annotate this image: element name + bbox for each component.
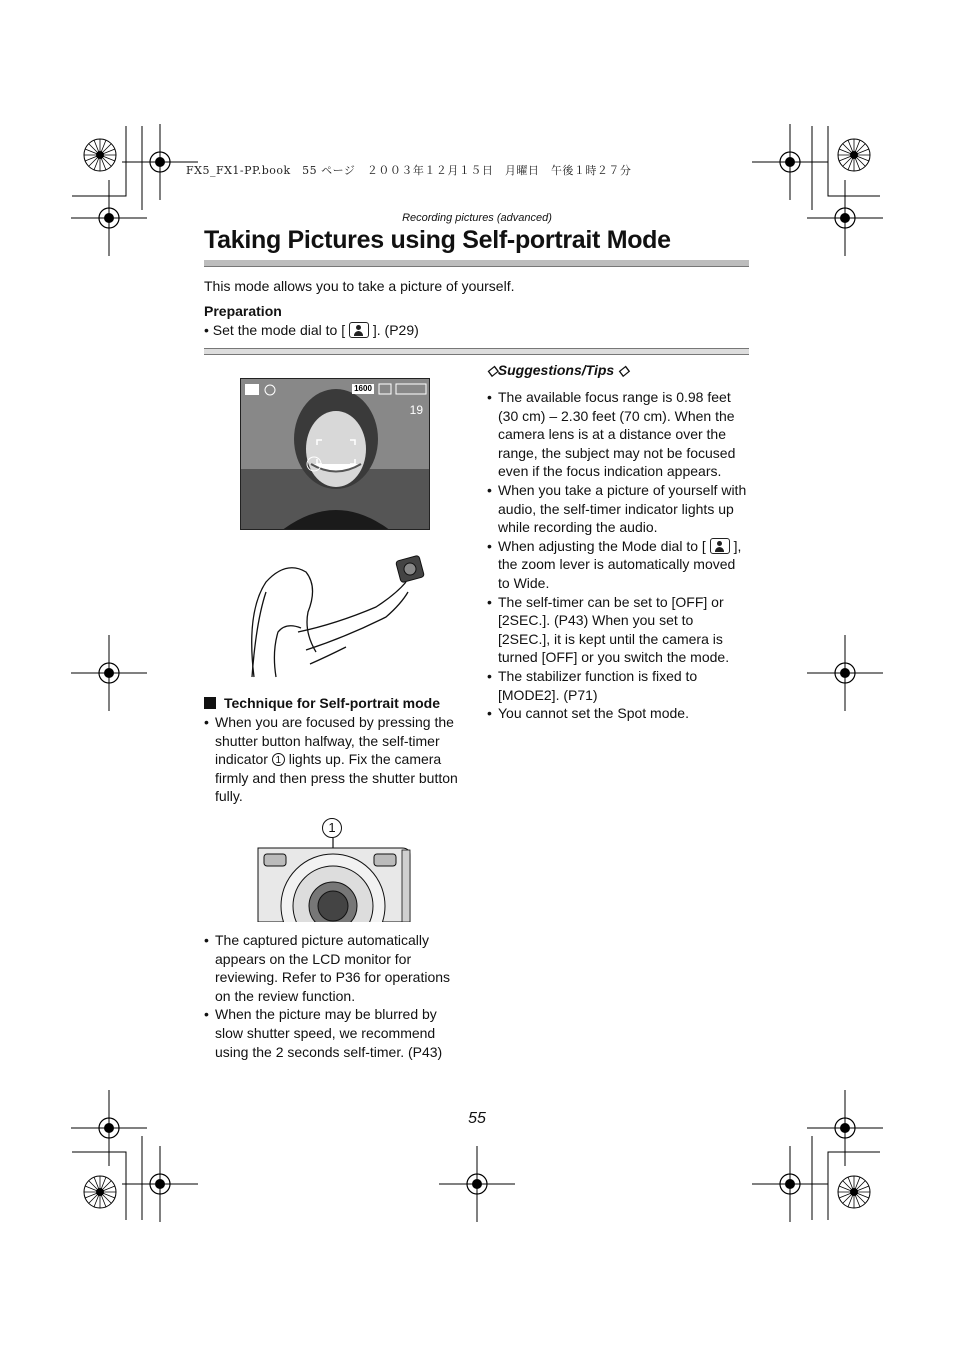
list-item: • When adjusting the Mode dial to [ ], the zoom lever is automatically moved to Wide.	[487, 537, 749, 593]
list-item: • The captured picture automatically appears on the LCD monitor for reviewing. Refer to P36 for operations on the review function.	[204, 931, 466, 1005]
list-item: • When the picture may be blurred by slow shutter speed, we recommend using the 2 seconds self-timer. (P43)	[204, 1005, 466, 1061]
title-underline	[204, 260, 749, 267]
black-square-icon	[204, 697, 216, 709]
callout-marker: 1	[272, 753, 285, 766]
intro-text: This mode allows you to take a picture of yourself.	[204, 278, 515, 294]
technique-heading: Technique for Self-portrait mode	[204, 695, 440, 711]
list-item: • You cannot set the Spot mode.	[487, 704, 749, 723]
list-item: • When you take a picture of yourself with audio, the self-timer indicator lights up while recording the audio.	[487, 481, 749, 537]
preparation-heading: Preparation	[204, 303, 282, 319]
picture-size-badge: 1600	[352, 384, 374, 394]
section-label: Recording pictures (advanced)	[402, 212, 552, 224]
callout-number: 1	[322, 818, 342, 838]
page-title: Taking Pictures using Self-portrait Mode	[204, 226, 671, 254]
page-number: 55	[468, 1110, 486, 1127]
self-portrait-mode-icon	[349, 322, 369, 338]
remaining-count: 19	[409, 403, 423, 417]
section-divider	[204, 348, 749, 355]
camera-front-illustration	[256, 836, 414, 922]
list-item: • The self-timer can be set to [OFF] or [2SEC.]. (P43) When you set to [2SEC.], it is kept until the camera is turned [OFF] or you switch the mode.	[487, 593, 749, 667]
list-item: • The available focus range is 0.98 feet (30 cm) – 2.30 feet (70 cm). When the camera lens is at a distance over the range, the subject may not be focused even if the focus indication appears.	[487, 388, 749, 481]
technique-list-2	[204, 931, 466, 1061]
list-item: • The stabilizer function is fixed to [MODE2]. (P71)	[487, 667, 749, 704]
technique-list-1	[204, 713, 466, 806]
list-item: • When you are focused by pressing the shutter button halfway, the self-timer indicator 1 lights up. Fix the camera firmly and then press the shutter button fully.	[204, 713, 466, 806]
tips-heading: ◇Suggestions/Tips ◇	[487, 362, 629, 378]
lcd-screen-photo	[240, 378, 430, 530]
preparation-step: • Set the mode dial to [ ]. (P29)	[204, 322, 419, 338]
self-portrait-illustration	[246, 552, 436, 682]
tips-list	[487, 388, 749, 723]
self-portrait-mode-icon	[710, 538, 730, 554]
print-header-meta: FX5_FX1-PP.book 55 ページ ２００３年１２月１５日 月曜日 午後１時２７分	[186, 164, 632, 177]
